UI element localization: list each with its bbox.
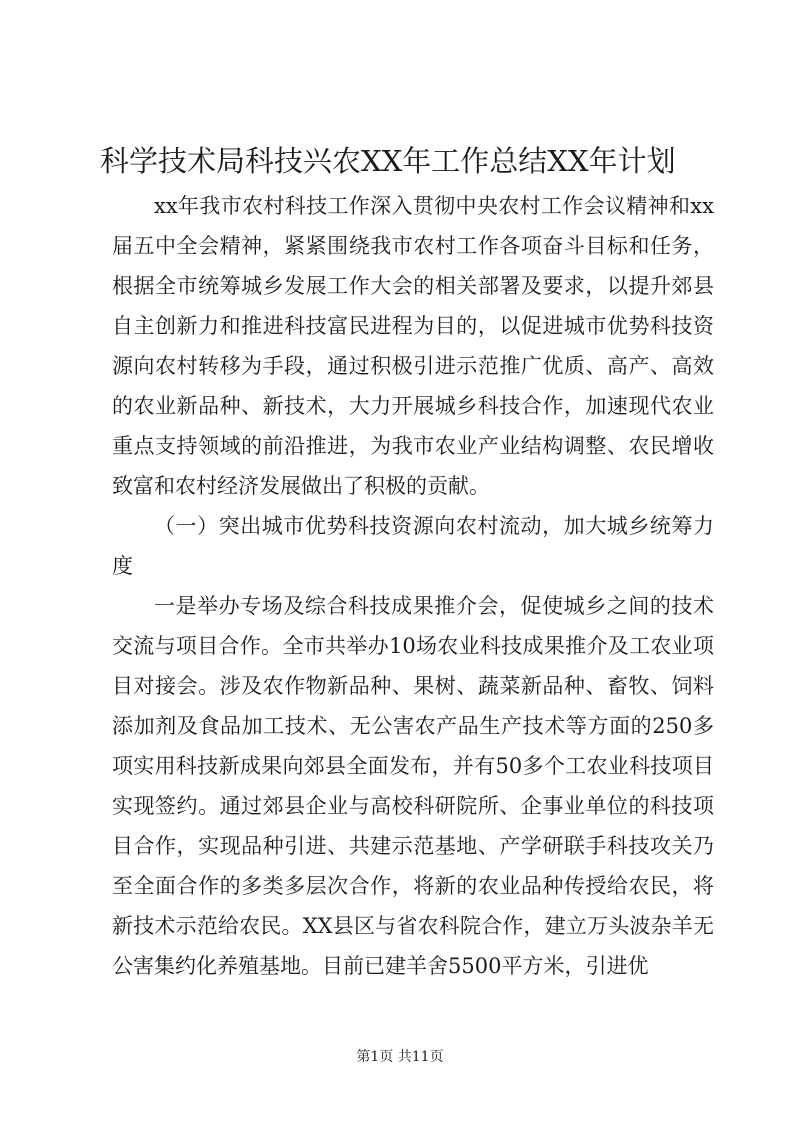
intro-paragraph: xx年我市农村科技工作深入贯彻中央农村工作会议精神和xx届五中全会精神，紧紧围绕我市农村工作各项奋斗目标和任务，根据全市统筹城乡发展工作大会的相关部署及要求，以提升郊县自主创新力和推进科技富民进程为目的，以促进城市优势科技资源向农村转移为手段，通过积极引进示范推广优质、高产、高效的农业新品种、新技术，大力开展城乡科技合作，加速现代农业重点支持领域的前沿推进，为我市农业产业结构调整、农民增收致富和农村经济发展做出了积极的贡献。: [112, 194, 714, 498]
document-body: [112, 186, 714, 986]
section-heading: （一）突出城市优势科技资源向农村流动，加大城乡统筹力度: [112, 514, 714, 578]
document-title: 科学技术局科技兴农XX年工作总结XX年计划: [100, 144, 676, 178]
page-footer: 第1页 共11页: [356, 1049, 444, 1065]
body-paragraph: 一是举办专场及综合科技成果推介会，促使城乡之间的技术交流与项目合作。全市共举办10场农业科技成果推介及工农业项目对接会。涉及农作物新品种、果树、蔬菜新品种、畜牧、饲料添加剂及食品加工技术、无公害农产品生产技术等方面的250多项实用科技新成果向郊县全面发布，并有50多个工农业科技项目实现签约。通过郊县企业与高校科研院所、企事业单位的科技项目合作，实现品种引进、共建示范基地、产学研联手科技攻关乃至全面合作的多类多层次合作，将新的农业品种传授给农民，将新技术示范给农民。XX县区与省农科院合作，建立万头波杂羊无公害集约化养殖基地。目前已建羊舍5500平方米，引进优: [112, 594, 714, 978]
